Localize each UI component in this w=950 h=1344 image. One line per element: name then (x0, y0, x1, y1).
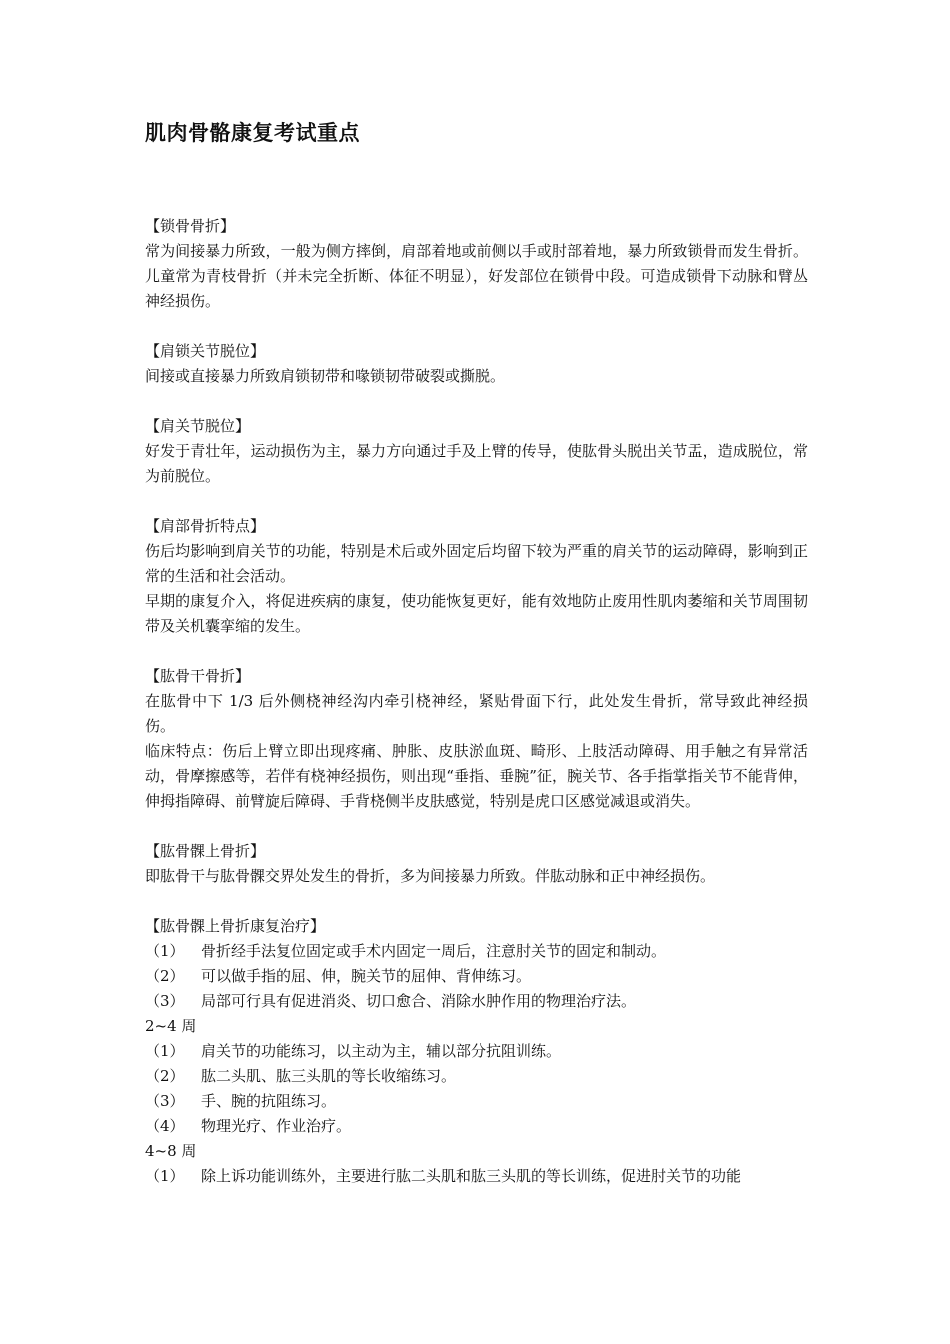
list-item (145, 939, 808, 964)
section-paragraph: 临床特点：伤后上臂立即出现疼痛、肿胀、皮肤淤血斑、畸形、上肢活动障碍、用手触之有异常活动，骨摩擦感等，若伴有桡神经损伤，则出现“垂指、垂腕”征，腕关节、各手指掌指关节不能背伸，伸拇指障碍、前臂旋后障碍、手背桡侧半皮肤感觉，特别是虎口区感觉减退或消失。 (145, 742, 808, 810)
section-shoulder-fracture-features (145, 514, 808, 639)
step-text: 肩关节的功能练习，以主动为主，辅以部分抗阻训练。 (201, 1042, 562, 1060)
list-item (145, 964, 808, 989)
section-supracondylar-rehab (145, 914, 808, 1189)
step-number: （4） (145, 1117, 185, 1135)
section-acromioclavicular-dislocation (145, 339, 808, 389)
step-text: 除上诉功能训练外，主要进行肱二头肌和肱三头肌的等长训练，促进肘关节的功能 (201, 1167, 742, 1185)
step-text: 可以做手指的屈、伸，腕关节的屈伸、背伸练习。 (201, 967, 532, 985)
list-item (145, 989, 808, 1014)
step-text: 物理光疗、作业治疗。 (201, 1117, 352, 1135)
step-number: （3） (145, 1092, 185, 1110)
step-number: （1） (145, 942, 185, 960)
section-paragraph: 早期的康复介入，将促进疾病的康复，使功能恢复更好，能有效地防止废用性肌肉萎缩和关节周围韧带及关机囊挛缩的发生。 (145, 592, 808, 635)
section-supracondylar-fracture (145, 839, 808, 889)
step-text: 肱二头肌、肱三头肌的等长收缩练习。 (201, 1067, 457, 1085)
section-heading: 【肩关节脱位】 (145, 417, 251, 435)
step-number: （2） (145, 1067, 185, 1085)
list-item (145, 1089, 808, 1114)
section-clavicle-fracture (145, 214, 808, 314)
section-paragraph: 即肱骨干与肱骨髁交界处发生的骨折，多为间接暴力所致。伴肱动脉和正中神经损伤。 (145, 867, 716, 885)
step-number: （1） (145, 1042, 185, 1060)
list-item (145, 1039, 808, 1064)
list-item (145, 1164, 808, 1189)
section-paragraph: 间接或直接暴力所致肩锁韧带和喙锁韧带破裂或撕脱。 (145, 367, 506, 385)
section-shoulder-dislocation (145, 414, 808, 489)
section-heading: 【锁骨骨折】 (145, 217, 236, 235)
step-text: 手、腕的抗阻练习。 (201, 1092, 337, 1110)
section-paragraph: 常为间接暴力所致，一般为侧方摔倒，肩部着地或前侧以手或肘部着地，暴力所致锁骨而发生骨折。儿童常为青枝骨折（并未完全折断、体征不明显），好发部位在锁骨中段。可造成锁骨下动脉和臂丛神经损伤。 (145, 242, 808, 310)
step-number: （3） (145, 992, 185, 1010)
step-number: （1） (145, 1167, 185, 1185)
section-heading: 【肱骨髁上骨折】 (145, 842, 266, 860)
section-paragraph: 伤后均影响到肩关节的功能，特别是术后或外固定后均留下较为严重的肩关节的运动障碍，影响到正常的生活和社会活动。 (145, 542, 808, 585)
phase-label: 2~4 周 (145, 1017, 197, 1035)
step-text: 局部可行具有促进消炎、切口愈合、消除水肿作用的物理治疗法。 (201, 992, 637, 1010)
section-paragraph: 在肱骨中下 1/3 后外侧桡神经沟内牵引桡神经，紧贴骨面下行，此处发生骨折，常导致此神经损伤。 (145, 692, 808, 735)
step-text: 骨折经手法复位固定或手术内固定一周后，注意肘关节的固定和制动。 (201, 942, 667, 960)
section-heading: 【肩部骨折特点】 (145, 517, 266, 535)
list-item (145, 1064, 808, 1089)
list-item (145, 1114, 808, 1139)
section-heading: 【肩锁关节脱位】 (145, 342, 266, 360)
section-heading: 【肱骨干骨折】 (145, 667, 251, 685)
section-paragraph: 好发于青壮年，运动损伤为主，暴力方向通过手及上臂的传导，使肱骨头脱出关节盂，造成脱位，常为前脱位。 (145, 442, 808, 485)
phase-label: 4~8 周 (145, 1142, 197, 1160)
section-heading: 【肱骨髁上骨折康复治疗】 (145, 917, 326, 935)
step-number: （2） (145, 967, 185, 985)
document-title: 肌肉骨骼康复考试重点 (145, 121, 360, 145)
section-humeral-shaft-fracture (145, 664, 808, 814)
document-body (145, 214, 808, 1214)
